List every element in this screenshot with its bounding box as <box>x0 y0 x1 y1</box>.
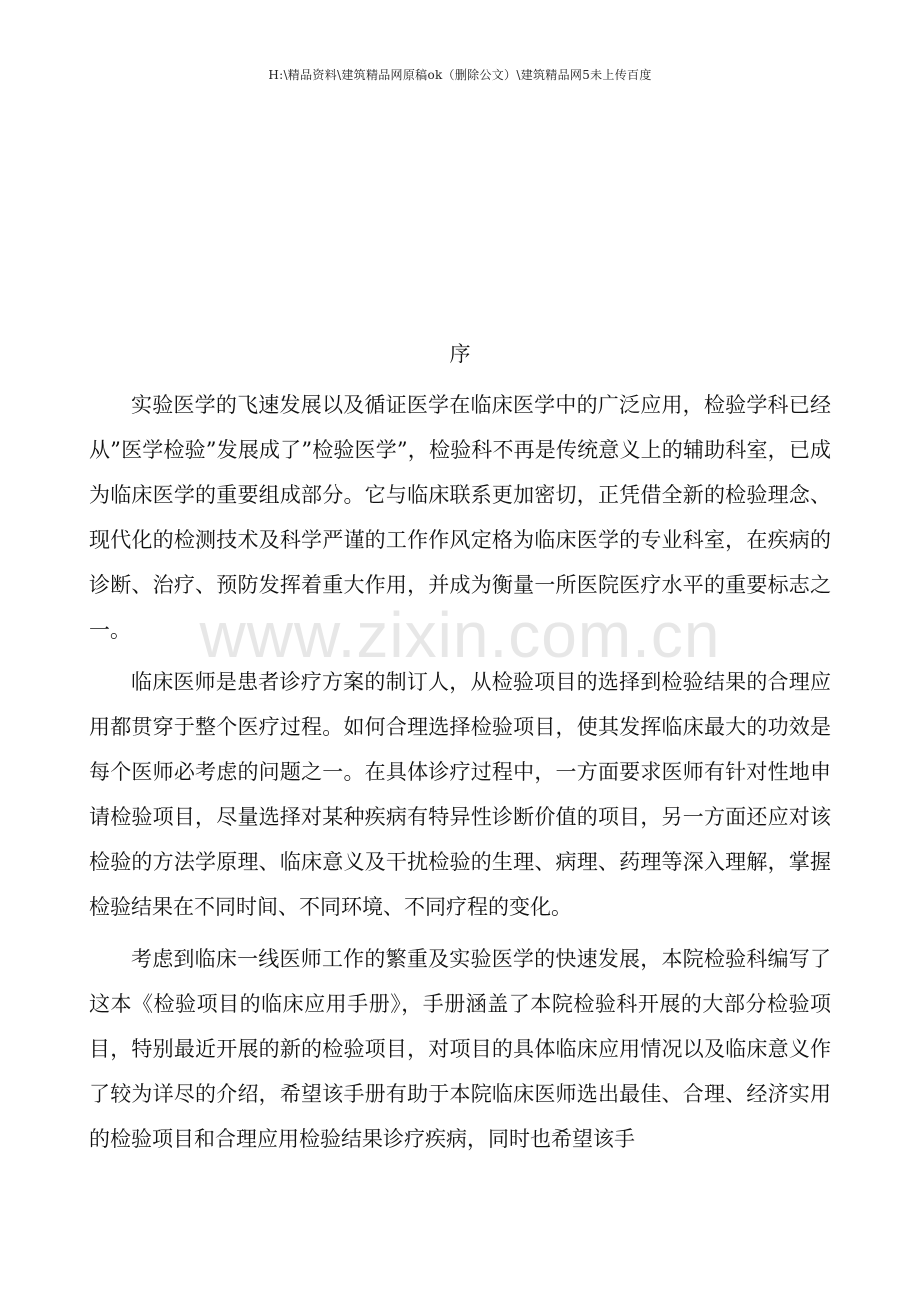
paragraph-1: 实验医学的飞速发展以及循证医学在临床医学中的广泛应用，检验学科已经从”医学检验”发展成了”检验医学”，检验科不再是传统意义上的辅助科室，已成为临床医学的重要组成部分。它与临床联系更加密切，正凭借全新的检验理念、现代化的检测技术及科学严谨的工作作风定格为临床医学的专业科室，在疾病的诊断、治疗、预防发挥着重大作用，并成为衡量一所医院医疗水平的重要标志之一。 <box>89 393 831 642</box>
paragraph-2: 临床医师是患者诊疗方案的制订人，从检验项目的选择到检验结果的合理应用都贯穿于整个医疗过程。如何合理选择检验项目，使其发挥临床最大的功效是每个医师必考虑的问题之一。在具体诊疗过程中，一方面要求医师有针对性地申请检验项目，尽量选择对某种疾病有特异性诊断价值的项目，另一方面还应对该检验的方法学原理、临床意义及干扰检验的生理、病理、药理等深入理解，掌握检验结果在不同时间、不同环境、不同疗程的变化。 <box>89 670 831 919</box>
file-path-header: H:\精品资料\建筑精品网原稿ok（删除公文）\建筑精品网5未上传百度 <box>268 68 652 82</box>
document-body <box>89 383 831 1169</box>
watermark: www.zixin.com.cn <box>199 599 721 671</box>
paragraph-3: 考虑到临床一线医师工作的繁重及实验医学的快速发展，本院检验科编写了这本《检验项目的临床应用手册》，手册涵盖了本院检验科开展的大部分检验项目，特别最近开展的新的检验项目，对项目的具体临床应用情况以及临床意义作了较为详尽的介绍，希望该手册有助于本院临床医师选出最佳、合理、经济实用的检验项目和合理应用检验结果诊疗疾病，同时也希望该手 <box>89 947 831 1151</box>
page-title: 序 <box>449 342 471 366</box>
